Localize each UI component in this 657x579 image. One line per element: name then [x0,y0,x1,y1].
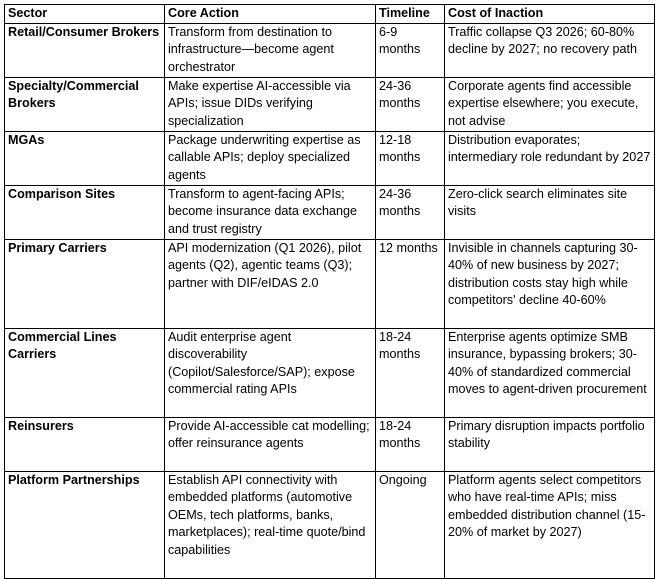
core-action-cell: Package underwriting expertise as callable APIs; deploy specialized agents [165,131,376,185]
core-action-cell: Audit enterprise agent discoverability (Copilot/Salesforce/SAP); expose commercial rating APIs [165,328,376,417]
cost-cell: Zero-click search eliminates site visits [445,185,655,239]
table-row [5,417,655,471]
core-action-cell: Make expertise AI-accessible via APIs; issue DIDs verifying specialization [165,77,376,131]
core-action-cell: Establish API connectivity with embedded platforms (automotive OEMs, tech platforms, banks, marketplaces); real-time quote/bind capabilities [165,471,376,578]
header-timeline: Timeline [376,5,445,24]
sector-strategy-table [4,4,655,579]
sector-cell: Primary Carriers [5,239,165,328]
sector-cell: Comparison Sites [5,185,165,239]
table-row [5,23,655,77]
sector-cell: MGAs [5,131,165,185]
cost-cell: Primary disruption impacts portfolio stability [445,417,655,471]
timeline-cell: 24-36 months [376,185,445,239]
cost-cell: Corporate agents find accessible expertise elsewhere; you execute, not advise [445,77,655,131]
table-row [5,328,655,417]
timeline-cell: 18-24 months [376,417,445,471]
cost-cell: Invisible in channels capturing 30-40% of new business by 2027; distribution costs stay high while competitors' decline 40-60% [445,239,655,328]
cost-cell: Traffic collapse Q3 2026; 60-80% decline by 2027; no recovery path [445,23,655,77]
table-row [5,77,655,131]
table-row [5,471,655,578]
header-sector: Sector [5,5,165,24]
sector-cell: Commercial Lines Carriers [5,328,165,417]
sector-cell: Retail/Consumer Brokers [5,23,165,77]
timeline-cell: Ongoing [376,471,445,578]
core-action-cell: Transform from destination to infrastructure—become agent orchestrator [165,23,376,77]
core-action-cell: Provide AI-accessible cat modelling; offer reinsurance agents [165,417,376,471]
timeline-cell: 12-18 months [376,131,445,185]
timeline-cell: 18-24 months [376,328,445,417]
core-action-cell: Transform to agent-facing APIs; become insurance data exchange and trust registry [165,185,376,239]
timeline-cell: 24-36 months [376,77,445,131]
core-action-cell: API modernization (Q1 2026), pilot agents (Q2), agentic teams (Q3); partner with DIF/eIDAS 2.0 [165,239,376,328]
timeline-cell: 12 months [376,239,445,328]
cost-cell: Distribution evaporates; intermediary role redundant by 2027 [445,131,655,185]
table-row [5,239,655,328]
cost-cell: Platform agents select competitors who have real-time APIs; miss embedded distribution channel (15-20% of market by 2027) [445,471,655,578]
header-cost-of-inaction: Cost of Inaction [445,5,655,24]
table-row [5,131,655,185]
timeline-cell: 6-9 months [376,23,445,77]
cost-cell: Enterprise agents optimize SMB insurance, bypassing brokers; 30-40% of standardized commercial moves to agent-driven procurement [445,328,655,417]
sector-cell: Platform Partnerships [5,471,165,578]
sector-cell: Reinsurers [5,417,165,471]
sector-cell: Specialty/Commercial Brokers [5,77,165,131]
table-header-row [5,5,655,24]
table-row [5,185,655,239]
header-core-action: Core Action [165,5,376,24]
